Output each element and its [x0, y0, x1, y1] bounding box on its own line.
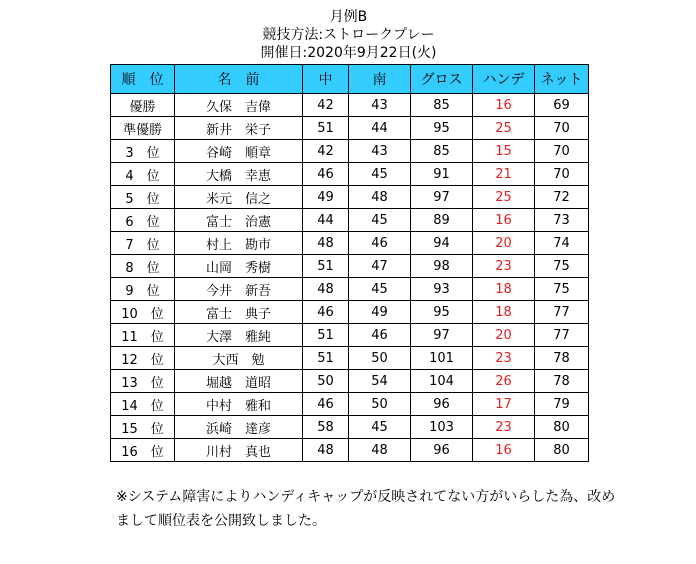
cell-gross: 103 — [411, 416, 473, 439]
cell-name: 大澤 雅純 — [175, 324, 303, 347]
cell-net: 75 — [535, 255, 589, 278]
cell-net: 69 — [535, 94, 589, 117]
cell-in: 46 — [349, 232, 411, 255]
cell-name: 谷崎 順章 — [175, 140, 303, 163]
cell-handicap: 26 — [473, 370, 535, 393]
table-row — [111, 255, 589, 278]
cell-out: 42 — [303, 94, 349, 117]
cell-handicap: 20 — [473, 232, 535, 255]
cell-in: 45 — [349, 209, 411, 232]
cell-net: 78 — [535, 370, 589, 393]
cell-gross: 85 — [411, 140, 473, 163]
cell-in: 43 — [349, 140, 411, 163]
table-row — [111, 209, 589, 232]
cell-name: 富士 典子 — [175, 301, 303, 324]
column-header-out: 中 — [303, 65, 349, 94]
event-date: 開催日:2020年9月22日(火) — [260, 45, 437, 61]
cell-name: 富士 治憲 — [175, 209, 303, 232]
cell-in: 48 — [349, 439, 411, 462]
cell-gross: 95 — [411, 301, 473, 324]
notice-line-2: まして順位表を公開致しました。 — [116, 513, 326, 529]
header-row — [111, 65, 589, 94]
cell-out: 48 — [303, 278, 349, 301]
cell-name: 中村 雅和 — [175, 393, 303, 416]
cell-name: 米元 信之 — [175, 186, 303, 209]
cell-gross: 98 — [411, 255, 473, 278]
cell-net: 74 — [535, 232, 589, 255]
cell-handicap: 20 — [473, 324, 535, 347]
cell-net: 79 — [535, 393, 589, 416]
column-header-name: 名 前 — [175, 65, 303, 94]
cell-net: 78 — [535, 347, 589, 370]
cell-gross: 91 — [411, 163, 473, 186]
cell-out: 44 — [303, 209, 349, 232]
cell-name: 久保 吉偉 — [175, 94, 303, 117]
cell-rank: 10 位 — [111, 301, 175, 324]
cell-in: 50 — [349, 347, 411, 370]
cell-handicap: 18 — [473, 278, 535, 301]
cell-in: 45 — [349, 416, 411, 439]
cell-handicap: 16 — [473, 94, 535, 117]
cell-out: 58 — [303, 416, 349, 439]
cell-rank: 16 位 — [111, 439, 175, 462]
cell-handicap: 25 — [473, 117, 535, 140]
column-header-in: 南 — [349, 65, 411, 94]
cell-gross: 93 — [411, 278, 473, 301]
cell-in: 48 — [349, 186, 411, 209]
cell-net: 77 — [535, 324, 589, 347]
cell-handicap: 18 — [473, 301, 535, 324]
cell-name: 山岡 秀樹 — [175, 255, 303, 278]
cell-rank: 5 位 — [111, 186, 175, 209]
cell-net: 80 — [535, 416, 589, 439]
cell-rank: 11 位 — [111, 324, 175, 347]
cell-name: 今井 新吾 — [175, 278, 303, 301]
cell-gross: 97 — [411, 324, 473, 347]
cell-handicap: 16 — [473, 209, 535, 232]
table-row — [111, 186, 589, 209]
table-row — [111, 94, 589, 117]
cell-net: 70 — [535, 163, 589, 186]
cell-gross: 94 — [411, 232, 473, 255]
notice-line-1: ※システム障害によりハンディキャップが反映されてない方がいらした為、改め — [116, 489, 616, 505]
column-header-net: ネット — [535, 65, 589, 94]
cell-rank: 準優勝 — [111, 117, 175, 140]
cell-out: 51 — [303, 347, 349, 370]
cell-gross: 85 — [411, 94, 473, 117]
cell-handicap: 23 — [473, 255, 535, 278]
cell-handicap: 15 — [473, 140, 535, 163]
cell-gross: 101 — [411, 347, 473, 370]
results-table — [110, 64, 589, 462]
cell-out: 46 — [303, 301, 349, 324]
table-row — [111, 416, 589, 439]
cell-name: 大西 勉 — [175, 347, 303, 370]
table-row — [111, 347, 589, 370]
cell-name: 新井 栄子 — [175, 117, 303, 140]
cell-name: 村上 勘市 — [175, 232, 303, 255]
cell-out: 51 — [303, 255, 349, 278]
cell-in: 47 — [349, 255, 411, 278]
cell-rank: 15 位 — [111, 416, 175, 439]
cell-name: 堀越 道昭 — [175, 370, 303, 393]
cell-net: 75 — [535, 278, 589, 301]
cell-name: 大橋 幸恵 — [175, 163, 303, 186]
table-row — [111, 324, 589, 347]
page-title: 月例B — [329, 9, 368, 25]
cell-rank: 12 位 — [111, 347, 175, 370]
cell-out: 49 — [303, 186, 349, 209]
cell-out: 42 — [303, 140, 349, 163]
table-row — [111, 232, 589, 255]
cell-net: 80 — [535, 439, 589, 462]
cell-in: 45 — [349, 163, 411, 186]
cell-gross: 97 — [411, 186, 473, 209]
cell-rank: 7 位 — [111, 232, 175, 255]
table-row — [111, 301, 589, 324]
cell-rank: 14 位 — [111, 393, 175, 416]
competition-format: 競技方法:ストロークプレー — [262, 27, 435, 43]
cell-rank: 3 位 — [111, 140, 175, 163]
cell-gross: 104 — [411, 370, 473, 393]
cell-out: 50 — [303, 370, 349, 393]
cell-gross: 96 — [411, 439, 473, 462]
table-row — [111, 439, 589, 462]
cell-net: 72 — [535, 186, 589, 209]
cell-name: 川村 真也 — [175, 439, 303, 462]
cell-in: 54 — [349, 370, 411, 393]
cell-handicap: 21 — [473, 163, 535, 186]
cell-gross: 95 — [411, 117, 473, 140]
cell-out: 48 — [303, 439, 349, 462]
cell-handicap: 25 — [473, 186, 535, 209]
cell-net: 73 — [535, 209, 589, 232]
cell-in: 43 — [349, 94, 411, 117]
cell-net: 70 — [535, 117, 589, 140]
notice-text — [116, 485, 616, 533]
column-header-rank: 順 位 — [111, 65, 175, 94]
cell-gross: 96 — [411, 393, 473, 416]
cell-out: 48 — [303, 232, 349, 255]
table-row — [111, 278, 589, 301]
cell-rank: 13 位 — [111, 370, 175, 393]
cell-out: 46 — [303, 163, 349, 186]
cell-out: 46 — [303, 393, 349, 416]
cell-handicap: 17 — [473, 393, 535, 416]
table-row — [111, 140, 589, 163]
cell-name: 浜崎 達彦 — [175, 416, 303, 439]
cell-handicap: 23 — [473, 347, 535, 370]
cell-rank: 6 位 — [111, 209, 175, 232]
table-row — [111, 163, 589, 186]
cell-in: 45 — [349, 278, 411, 301]
cell-rank: 9 位 — [111, 278, 175, 301]
cell-out: 51 — [303, 324, 349, 347]
cell-rank: 4 位 — [111, 163, 175, 186]
cell-gross: 89 — [411, 209, 473, 232]
cell-in: 50 — [349, 393, 411, 416]
table-row — [111, 117, 589, 140]
cell-rank: 優勝 — [111, 94, 175, 117]
cell-in: 44 — [349, 117, 411, 140]
cell-out: 51 — [303, 117, 349, 140]
cell-rank: 8 位 — [111, 255, 175, 278]
cell-net: 77 — [535, 301, 589, 324]
cell-handicap: 23 — [473, 416, 535, 439]
table-row — [111, 370, 589, 393]
column-header-handicap: ハンデ — [473, 65, 535, 94]
cell-in: 49 — [349, 301, 411, 324]
column-header-gross: グロス — [411, 65, 473, 94]
cell-handicap: 16 — [473, 439, 535, 462]
table-row — [111, 393, 589, 416]
cell-net: 70 — [535, 140, 589, 163]
cell-in: 46 — [349, 324, 411, 347]
